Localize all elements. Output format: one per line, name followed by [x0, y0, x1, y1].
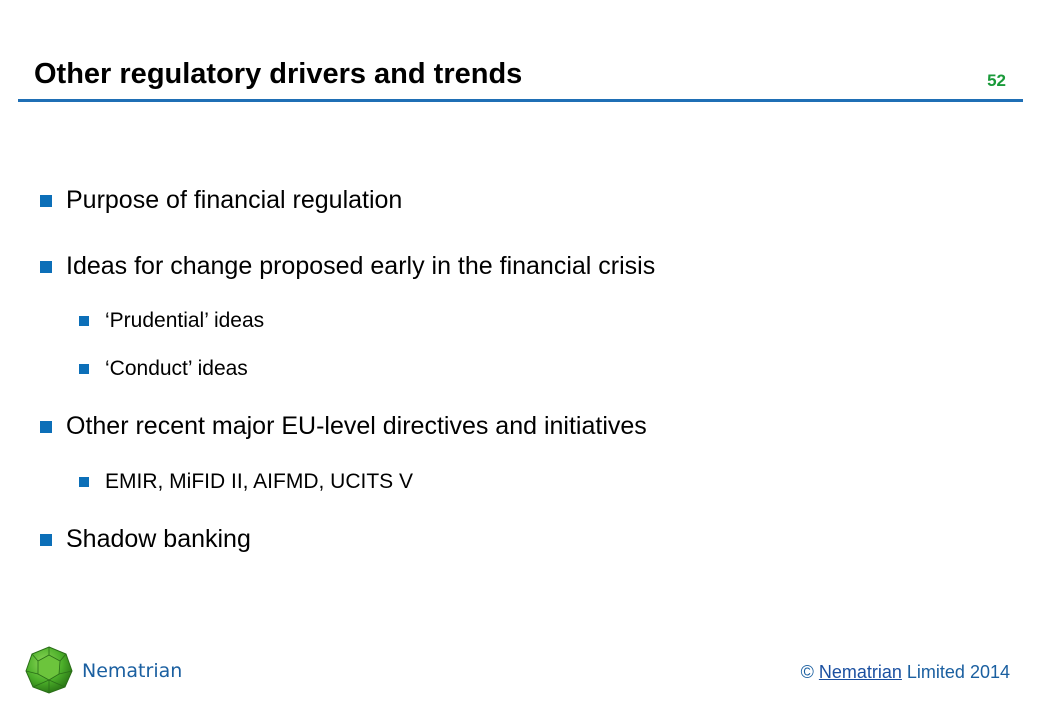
- sub-bullet-item: [79, 309, 264, 333]
- square-bullet-icon: [79, 316, 89, 326]
- bullet-text: Shadow banking: [66, 525, 251, 553]
- copyright-rest: Limited 2014: [906, 662, 1010, 682]
- bullet-item: [40, 186, 402, 215]
- square-bullet-icon: [40, 261, 52, 273]
- bullet-text: Ideas for change proposed early in the financial crisis: [66, 252, 656, 280]
- sub-bullet-text: EMIR, MiFID II, AIFMD, UCITS V: [105, 470, 414, 493]
- bullet-text: Other recent major EU-level directives and initiatives: [66, 412, 647, 440]
- sub-bullet-item: [79, 357, 248, 381]
- square-bullet-icon: [79, 364, 89, 374]
- slide-number: 52: [987, 71, 1006, 90]
- bullet-item: [40, 412, 647, 441]
- green-polyhedron-icon: [24, 645, 74, 695]
- copyright-symbol: ©: [800, 662, 814, 682]
- sub-bullet-item: [79, 470, 413, 494]
- bullet-item: [40, 252, 655, 281]
- sub-bullet-text: ‘Prudential’ ideas: [105, 309, 265, 332]
- square-bullet-icon: [79, 477, 89, 487]
- footer-copyright: [801, 662, 1010, 683]
- nematrian-link[interactable]: Nematrian: [818, 662, 902, 682]
- square-bullet-icon: [40, 195, 52, 207]
- square-bullet-icon: [40, 534, 52, 546]
- footer-brand: Nematrian: [82, 660, 183, 682]
- bullet-item: [40, 525, 251, 554]
- slide-title: Other regulatory drivers and trends: [34, 58, 523, 90]
- square-bullet-icon: [40, 421, 52, 433]
- sub-bullet-text: ‘Conduct’ ideas: [105, 357, 248, 380]
- bullet-text: Purpose of financial regulation: [66, 186, 403, 214]
